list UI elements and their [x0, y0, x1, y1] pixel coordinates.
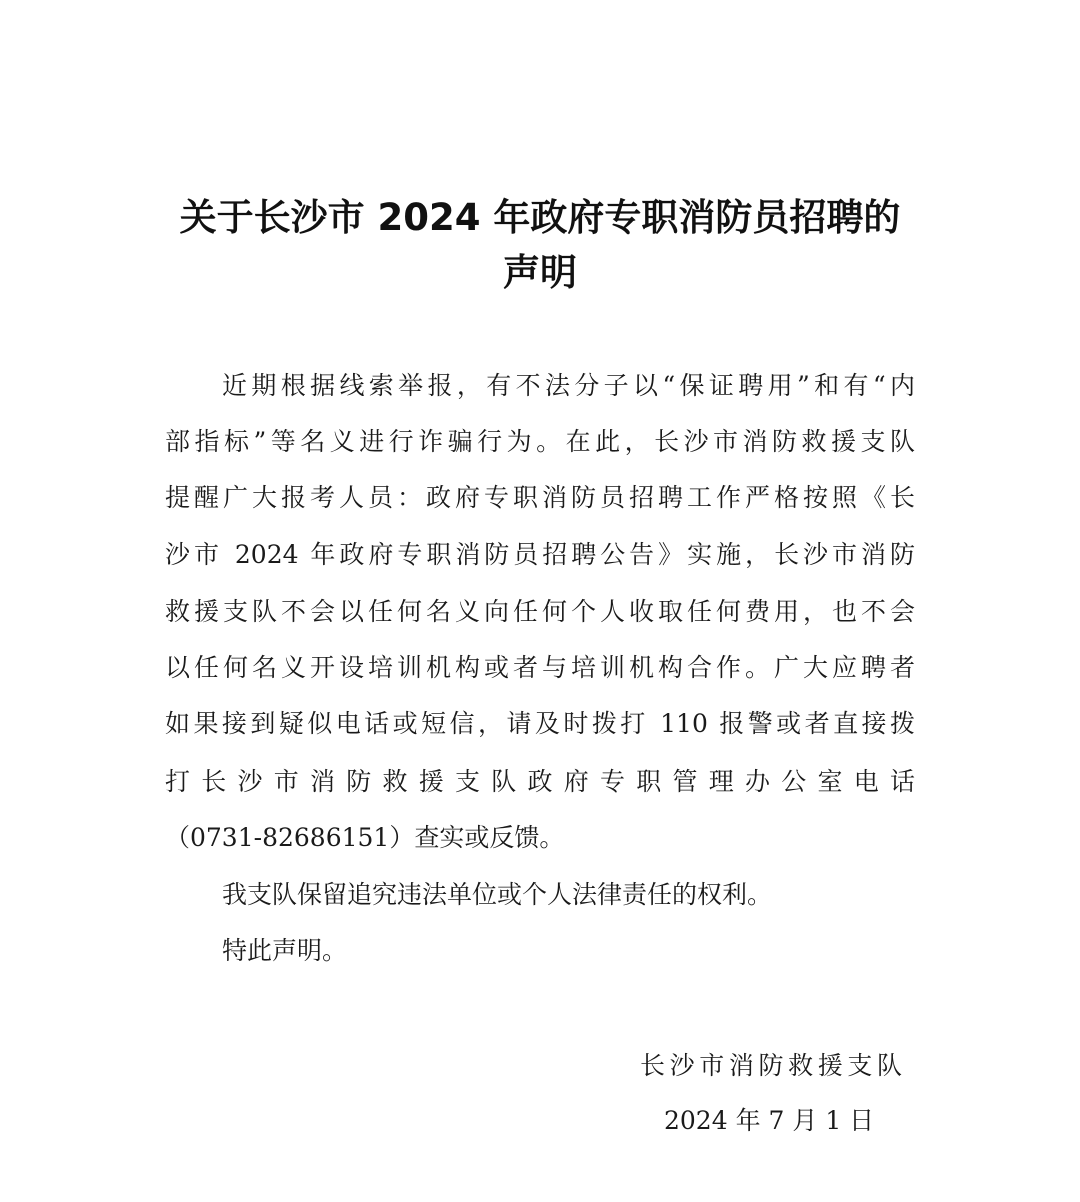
signature-date: 2024 年 7 月 1 日 — [664, 1106, 875, 1135]
body-line-3: 提醒广大报考人员：政府专职消防员招聘工作严格按照《长 — [165, 483, 915, 512]
body-line-5: 救援支队不会以任何名义向任何个人收取任何费用，也不会 — [165, 597, 915, 626]
body-line-4: 沙市 2024 年政府专职消防员招聘公告》实施，长沙市消防 — [165, 540, 915, 569]
paragraph-closing: 特此声明。 — [222, 936, 348, 965]
document-title-line2: 声明 — [503, 251, 577, 294]
body-line-6: 以任何名义开设培训机构或者与培训机构合作。广大应聘者 — [165, 653, 915, 682]
body-line-7: 如果接到疑似电话或短信，请及时拨打 110 报警或者直接拨 — [165, 709, 915, 738]
paragraph-reservation: 我支队保留追究违法单位或个人法律责任的权利。 — [222, 880, 773, 909]
document-title-line1: 关于长沙市 2024 年政府专职消防员招聘的 — [179, 196, 901, 239]
body-line-1: 近期根据线索举报，有不法分子以“保证聘用”和有“内 — [222, 371, 915, 400]
body-line-9: （0731-82686151）查实或反馈。 — [165, 823, 565, 852]
body-line-8: 打长沙市消防救援支队政府专职管理办公室电话 — [165, 767, 915, 796]
signature-organization: 长沙市消防救援支队 — [640, 1051, 902, 1080]
body-line-2: 部指标”等名义进行诈骗行为。在此，长沙市消防救援支队 — [165, 427, 915, 456]
